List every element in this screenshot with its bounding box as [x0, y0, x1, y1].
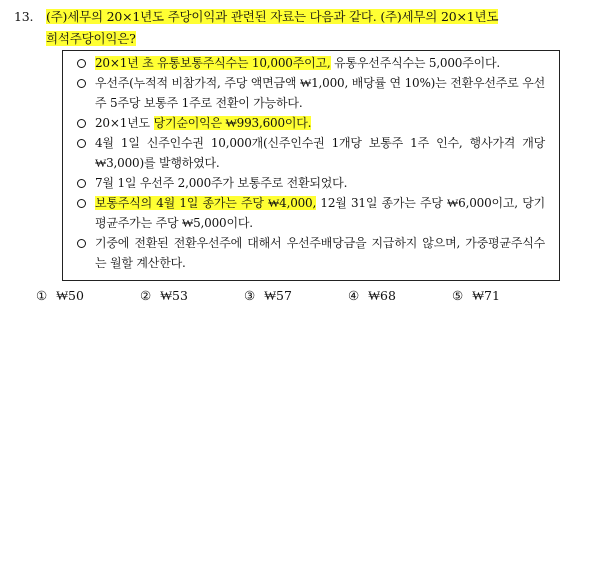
choice-label: ₩50	[56, 288, 84, 303]
condition-text: 12월 31일 종가는 주당 ₩6,000이고, 당기 평균주가는 주당 ₩5,000이다.	[95, 196, 545, 230]
condition-item	[77, 53, 545, 73]
condition-item	[77, 233, 545, 273]
circle-bullet-icon	[77, 79, 86, 88]
choice-label: ₩53	[160, 288, 188, 303]
condition-item	[77, 113, 545, 133]
choice-label: ₩57	[264, 288, 292, 303]
circle-bullet-icon	[77, 179, 86, 188]
condition-item	[77, 173, 545, 193]
condition-item	[77, 133, 545, 173]
condition-text: 기중에 전환된 전환우선주에 대해서 우선주배당금을 지급하지 않으며, 가중평균주식수는 월할 계산한다.	[95, 236, 545, 270]
answer-choice-3[interactable]	[244, 286, 348, 306]
condition-highlight: 20×1년 초 유통보통주식수는 10,000주이고,	[95, 56, 331, 70]
condition-text: 우선주(누적적 비참가적, 주당 액면금액 ₩1,000, 배당률 연 10%)는 전환우선주로 우선주 5주당 보통주 1주로 전환이 가능하다.	[95, 76, 545, 110]
question-text	[46, 6, 586, 50]
circle-bullet-icon	[77, 139, 86, 148]
choice-number: ⑤	[452, 288, 464, 303]
answer-choice-1[interactable]	[36, 286, 140, 306]
condition-text: 7월 1일 우선주 2,000주가 보통주로 전환되었다.	[95, 176, 348, 190]
choice-number: ①	[36, 288, 48, 303]
condition-highlight: 당기순이익은 ₩993,600이다.	[153, 116, 312, 130]
question-text-highlight-2: 희석주당이익은?	[46, 31, 136, 46]
choice-label: ₩71	[472, 288, 500, 303]
choice-number: ②	[140, 288, 152, 303]
answer-choices	[36, 286, 576, 306]
circle-bullet-icon	[77, 239, 86, 248]
circle-bullet-icon	[77, 119, 86, 128]
question-stem	[14, 6, 586, 50]
condition-highlight: 보통주식의 4월 1일 종가는 주당 ₩4,000,	[95, 196, 317, 210]
conditions-box	[62, 50, 560, 281]
condition-text: 20×1년도	[95, 116, 154, 130]
condition-item	[77, 193, 545, 233]
condition-item	[77, 73, 545, 113]
choice-label: ₩68	[368, 288, 396, 303]
answer-choice-5[interactable]	[452, 286, 556, 306]
choice-number: ③	[244, 288, 256, 303]
answer-choice-4[interactable]	[348, 286, 452, 306]
condition-text: 유통우선주식수는 5,000주이다.	[330, 56, 501, 70]
choice-number: ④	[348, 288, 360, 303]
circle-bullet-icon	[77, 199, 86, 208]
circle-bullet-icon	[77, 59, 86, 68]
question-number: 13.	[14, 9, 34, 24]
question-text-highlight-1: (주)세무의 20×1년도 주당이익과 관련된 자료는 다음과 같다. (주)세무의 20×1년도	[46, 9, 499, 24]
answer-choice-2[interactable]	[140, 286, 244, 306]
condition-text: 4월 1일 신주인수권 10,000개(신주인수권 1개당 보통주 1주 인수, 행사가격 개당 ₩3,000)를 발행하였다.	[95, 136, 545, 170]
